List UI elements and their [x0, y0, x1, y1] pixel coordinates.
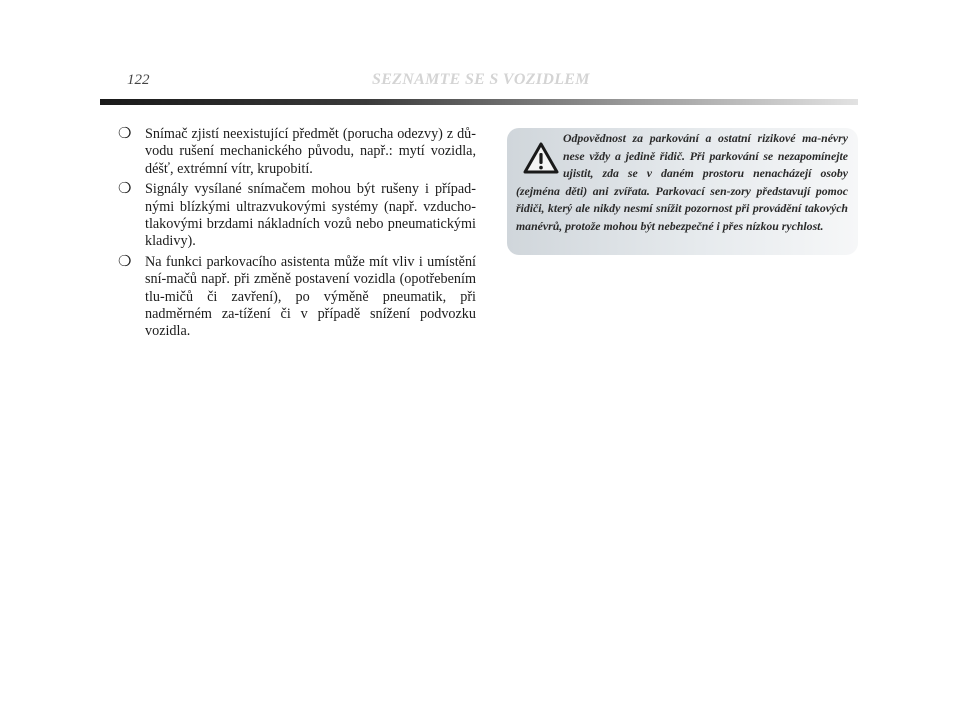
page-number: 122: [127, 72, 150, 88]
warning-text-block: [516, 130, 848, 236]
warning-text: Odpovědnost za parkování a ostatní rizikové ma-névry nese vždy a jedině řidič. Při parkování se nezapomínejte ujistit, zda se v daném prostoru nenacházejí osoby (zejména děti) ani zvířata. Parkovací sen-zory představují pomoc řidiči, který ale nikdy nesmí snížit pozornost při provádění takových manévrů, protože mohou být nebezpečné i přes nízkou rychlost.: [516, 131, 848, 233]
bullet-circle-icon: ❍: [118, 253, 132, 270]
list-item-text: Snímač zjistí neexistující předmět (porucha odezvy) z dů-vodu rušení mechanického původu, např.: mytí vozidla, déšť, extrémní vítr, krupobití.: [145, 126, 476, 177]
list-item-text: Signály vysílané snímačem mohou být rušeny i případ-nými blízkými ultrazvukovými systémy (např. vzducho-tlakovými brzdami nákladních vozů nebo pneumatickými kladivy).: [145, 181, 476, 250]
list-item: [118, 254, 476, 341]
bullet-list: [118, 126, 476, 344]
list-item: [118, 126, 476, 178]
list-item: [118, 181, 476, 251]
bullet-circle-icon: ❍: [118, 126, 132, 142]
list-item-text: Na funkci parkovacího asistenta může mít vliv i umístění sní-mačů např. při změně postavení vozidla (opotřebením tlu-mičů či zavření), po výměně pneumatik, při nadměrném za-tížení či v případě snížení podvozku vozidla.: [145, 253, 476, 340]
page-header-title: SEZNAMTE SE S VOZIDLEM: [372, 71, 590, 88]
bullet-circle-icon: ❍: [118, 181, 132, 198]
header-rule: [100, 99, 858, 105]
warning-box: [507, 128, 858, 255]
